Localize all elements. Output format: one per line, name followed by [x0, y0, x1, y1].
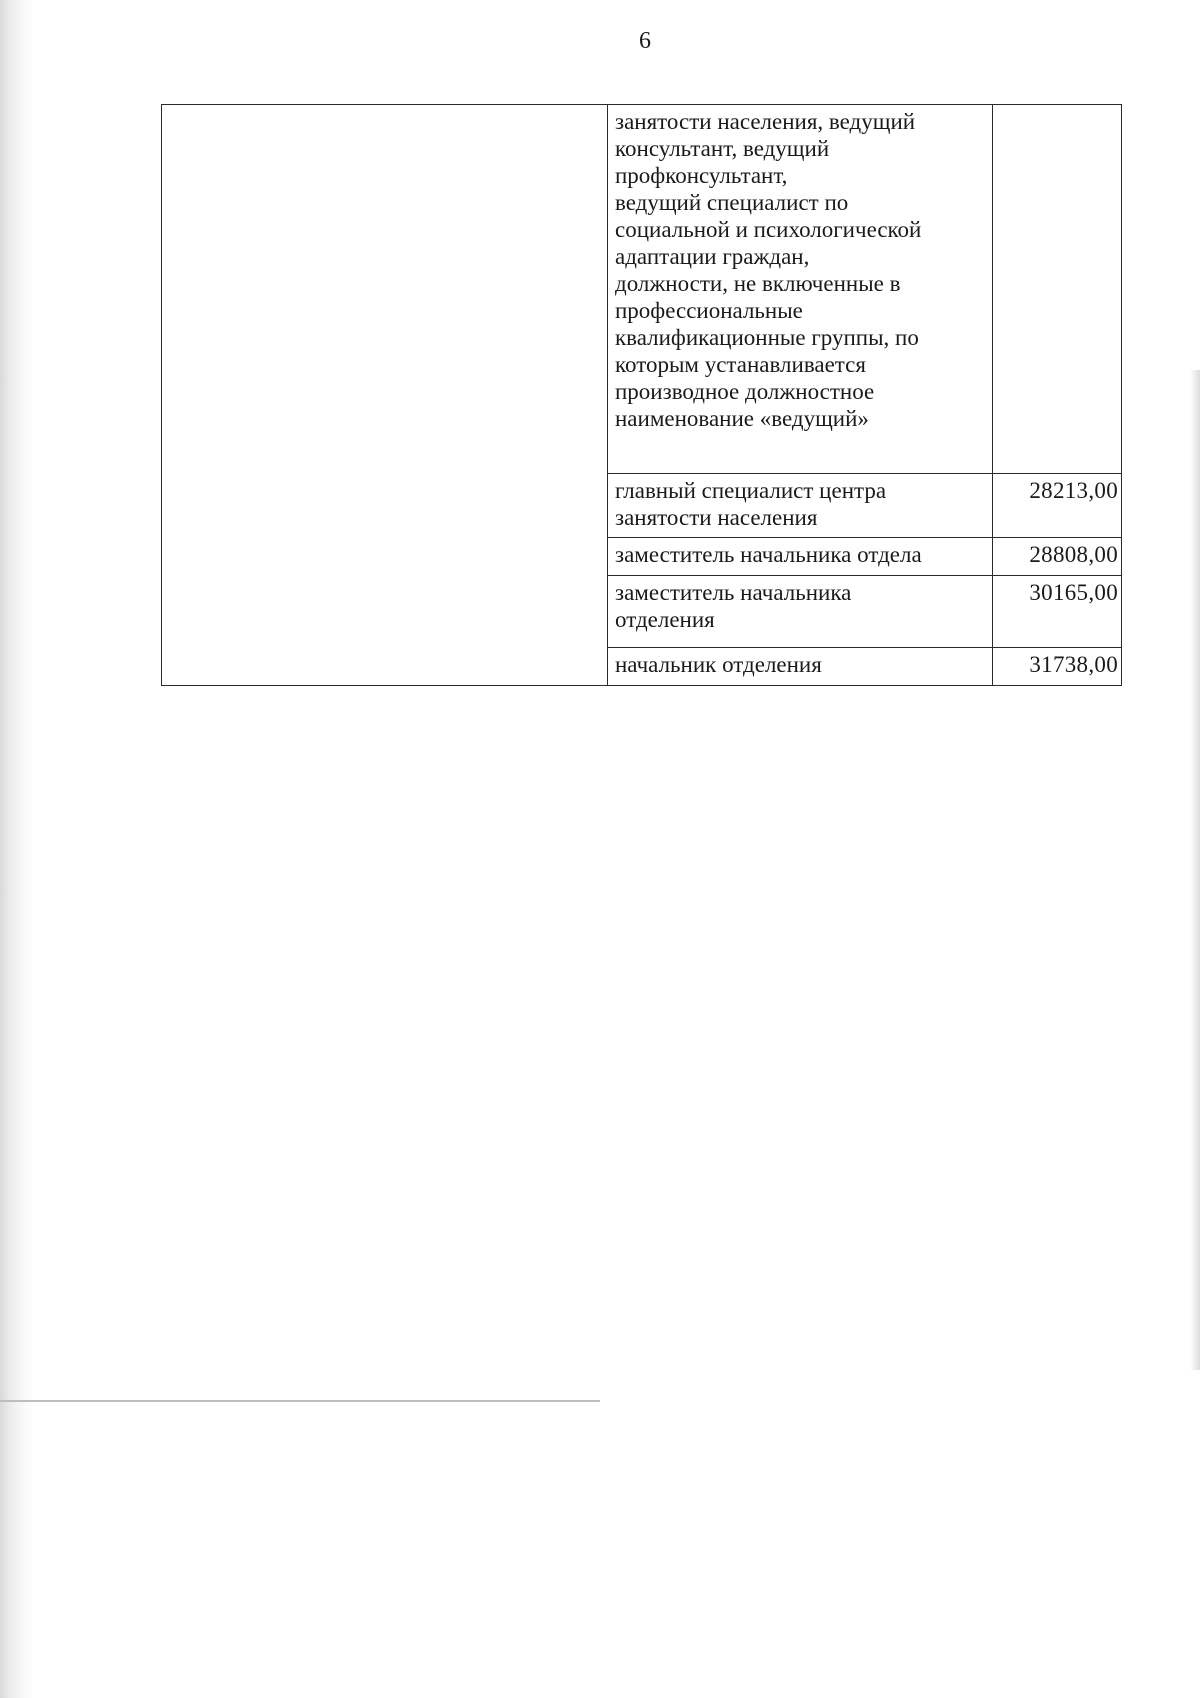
position-title-cell: начальник отделения	[608, 648, 993, 686]
table-row	[162, 105, 1122, 474]
position-title-cell: занятости населения, ведущий консультант, ведущий профконсультант, ведущий специалист по социальной и психологической адаптации граждан, должности, не включенные в профессиональные квалификационные группы, по которым устанавливается производное должностное наименование «ведущий»	[608, 105, 993, 474]
scan-shadow-left	[0, 0, 34, 1698]
position-title-cell: заместитель начальника отдела	[608, 538, 993, 576]
salary-cell: 28808,00	[993, 538, 1122, 576]
scan-shadow-right	[1190, 370, 1200, 1370]
salary-table	[161, 104, 1122, 686]
salary-cell: 30165,00	[993, 576, 1122, 648]
salary-cell	[993, 105, 1122, 474]
page-number: 6	[639, 28, 651, 54]
empty-category-cell	[162, 105, 608, 686]
position-title-cell: главный специалист центра занятости населения	[608, 474, 993, 538]
salary-cell: 28213,00	[993, 474, 1122, 538]
salary-cell: 31738,00	[993, 648, 1122, 686]
scan-edge-line	[0, 1400, 600, 1402]
position-title-cell: заместитель начальника отделения	[608, 576, 993, 648]
